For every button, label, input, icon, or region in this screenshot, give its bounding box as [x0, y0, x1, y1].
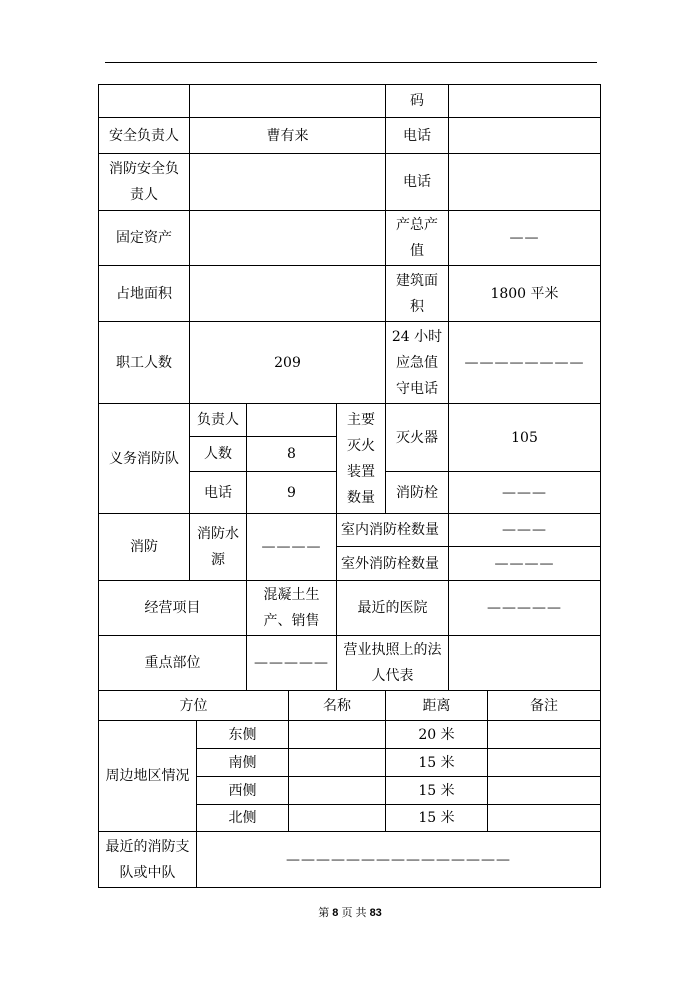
code-label: 码	[385, 84, 449, 118]
land-area-label: 占地面积	[98, 265, 190, 322]
water-source-value: ————	[246, 513, 337, 581]
nearest-fire-station-value: ———————————————	[196, 831, 601, 888]
table-row-note	[487, 720, 601, 749]
fire-safety-phone-label: 电话	[385, 153, 449, 211]
fire-safety-manager-value	[189, 153, 386, 211]
total-output-label: 产总产值	[385, 210, 449, 266]
table-row-name	[288, 776, 386, 805]
table-row-direction: 南侧	[196, 748, 289, 777]
safety-phone-value	[448, 117, 601, 154]
extinguisher-value: 105	[448, 403, 601, 472]
page-number: 8	[332, 907, 339, 919]
indoor-hydrant-value: ———	[448, 513, 601, 547]
direction-header: 方位	[98, 690, 289, 721]
staff-count-label: 职工人数	[98, 321, 190, 404]
key-parts-value: —————	[246, 635, 337, 691]
table-row-note	[487, 776, 601, 805]
footer-di: 第	[318, 907, 330, 919]
duty-phone-label: 24 小时应急值守电话	[385, 321, 449, 404]
table-row-direction: 西侧	[196, 776, 289, 805]
table-row-name	[288, 720, 386, 749]
surroundings-label: 周边地区情况	[98, 720, 197, 832]
table-row-distance: 15 米	[385, 804, 488, 832]
outdoor-hydrant-label: 室外消防栓数量	[336, 546, 449, 581]
nearest-fire-station-label: 最近的消防支队或中队	[98, 831, 197, 888]
cell-empty	[98, 84, 190, 118]
footer-ye: 页	[341, 907, 353, 919]
table-row-note	[487, 804, 601, 832]
team-count-value: 8	[246, 436, 337, 472]
table-row-name	[288, 748, 386, 777]
team-count-label: 人数	[189, 436, 247, 472]
legal-rep-label: 营业执照上的法人代表	[336, 635, 449, 691]
team-phone-label: 电话	[189, 471, 247, 514]
team-phone-value: 9	[246, 471, 337, 514]
team-leader-label: 负责人	[189, 403, 247, 437]
extinguisher-label: 灭火器	[385, 403, 449, 472]
fire-safety-manager-label: 消防安全负责人	[98, 153, 190, 211]
legal-rep-value	[448, 635, 601, 691]
staff-count-value: 209	[189, 321, 386, 404]
nearest-hospital-label: 最近的医院	[336, 580, 449, 636]
note-header: 备注	[487, 690, 601, 721]
key-parts-label: 重点部位	[98, 635, 247, 691]
footer-gong: 共	[355, 907, 367, 919]
building-area-label: 建筑面积	[385, 265, 449, 322]
header-rule	[105, 62, 597, 63]
water-source-label: 消防水源	[189, 513, 247, 581]
fixed-assets-value	[189, 210, 386, 266]
cell-empty	[189, 84, 386, 118]
hydrant-label: 消防栓	[385, 471, 449, 514]
fire-water-label: 消防	[98, 513, 190, 581]
building-area-value: 1800 平米	[448, 265, 601, 322]
team-leader-value	[246, 403, 337, 437]
safety-manager-label: 安全负责人	[98, 117, 190, 154]
code-value	[448, 84, 601, 118]
fixed-assets-label: 固定资产	[98, 210, 190, 266]
safety-phone-label: 电话	[385, 117, 449, 154]
total-output-value: ——	[448, 210, 601, 266]
volunteer-team-label: 义务消防队	[98, 403, 190, 514]
table-row-name	[288, 804, 386, 832]
table-row-note	[487, 748, 601, 777]
safety-manager-value: 曹有来	[189, 117, 386, 154]
table-row-distance: 15 米	[385, 776, 488, 805]
name-header: 名称	[288, 690, 386, 721]
equipment-label: 主要灭火装置数量	[336, 403, 386, 514]
nearest-hospital-value: —————	[448, 580, 601, 636]
fire-safety-phone-value	[448, 153, 601, 211]
distance-header: 距离	[385, 690, 488, 721]
outdoor-hydrant-value: ————	[448, 546, 601, 581]
land-area-value	[189, 265, 386, 322]
table-row-distance: 15 米	[385, 748, 488, 777]
total-pages: 83	[369, 907, 382, 919]
fire-safety-info-table	[98, 84, 601, 888]
business-label: 经营项目	[98, 580, 247, 636]
table-row-distance: 20 米	[385, 720, 488, 749]
hydrant-value: ———	[448, 471, 601, 514]
page-footer	[0, 904, 700, 920]
duty-phone-value: ————————	[448, 321, 601, 404]
business-value: 混凝土生产、销售	[246, 580, 337, 636]
table-row-direction: 北侧	[196, 804, 289, 832]
indoor-hydrant-label: 室内消防栓数量	[336, 513, 449, 547]
table-row-direction: 东侧	[196, 720, 289, 749]
